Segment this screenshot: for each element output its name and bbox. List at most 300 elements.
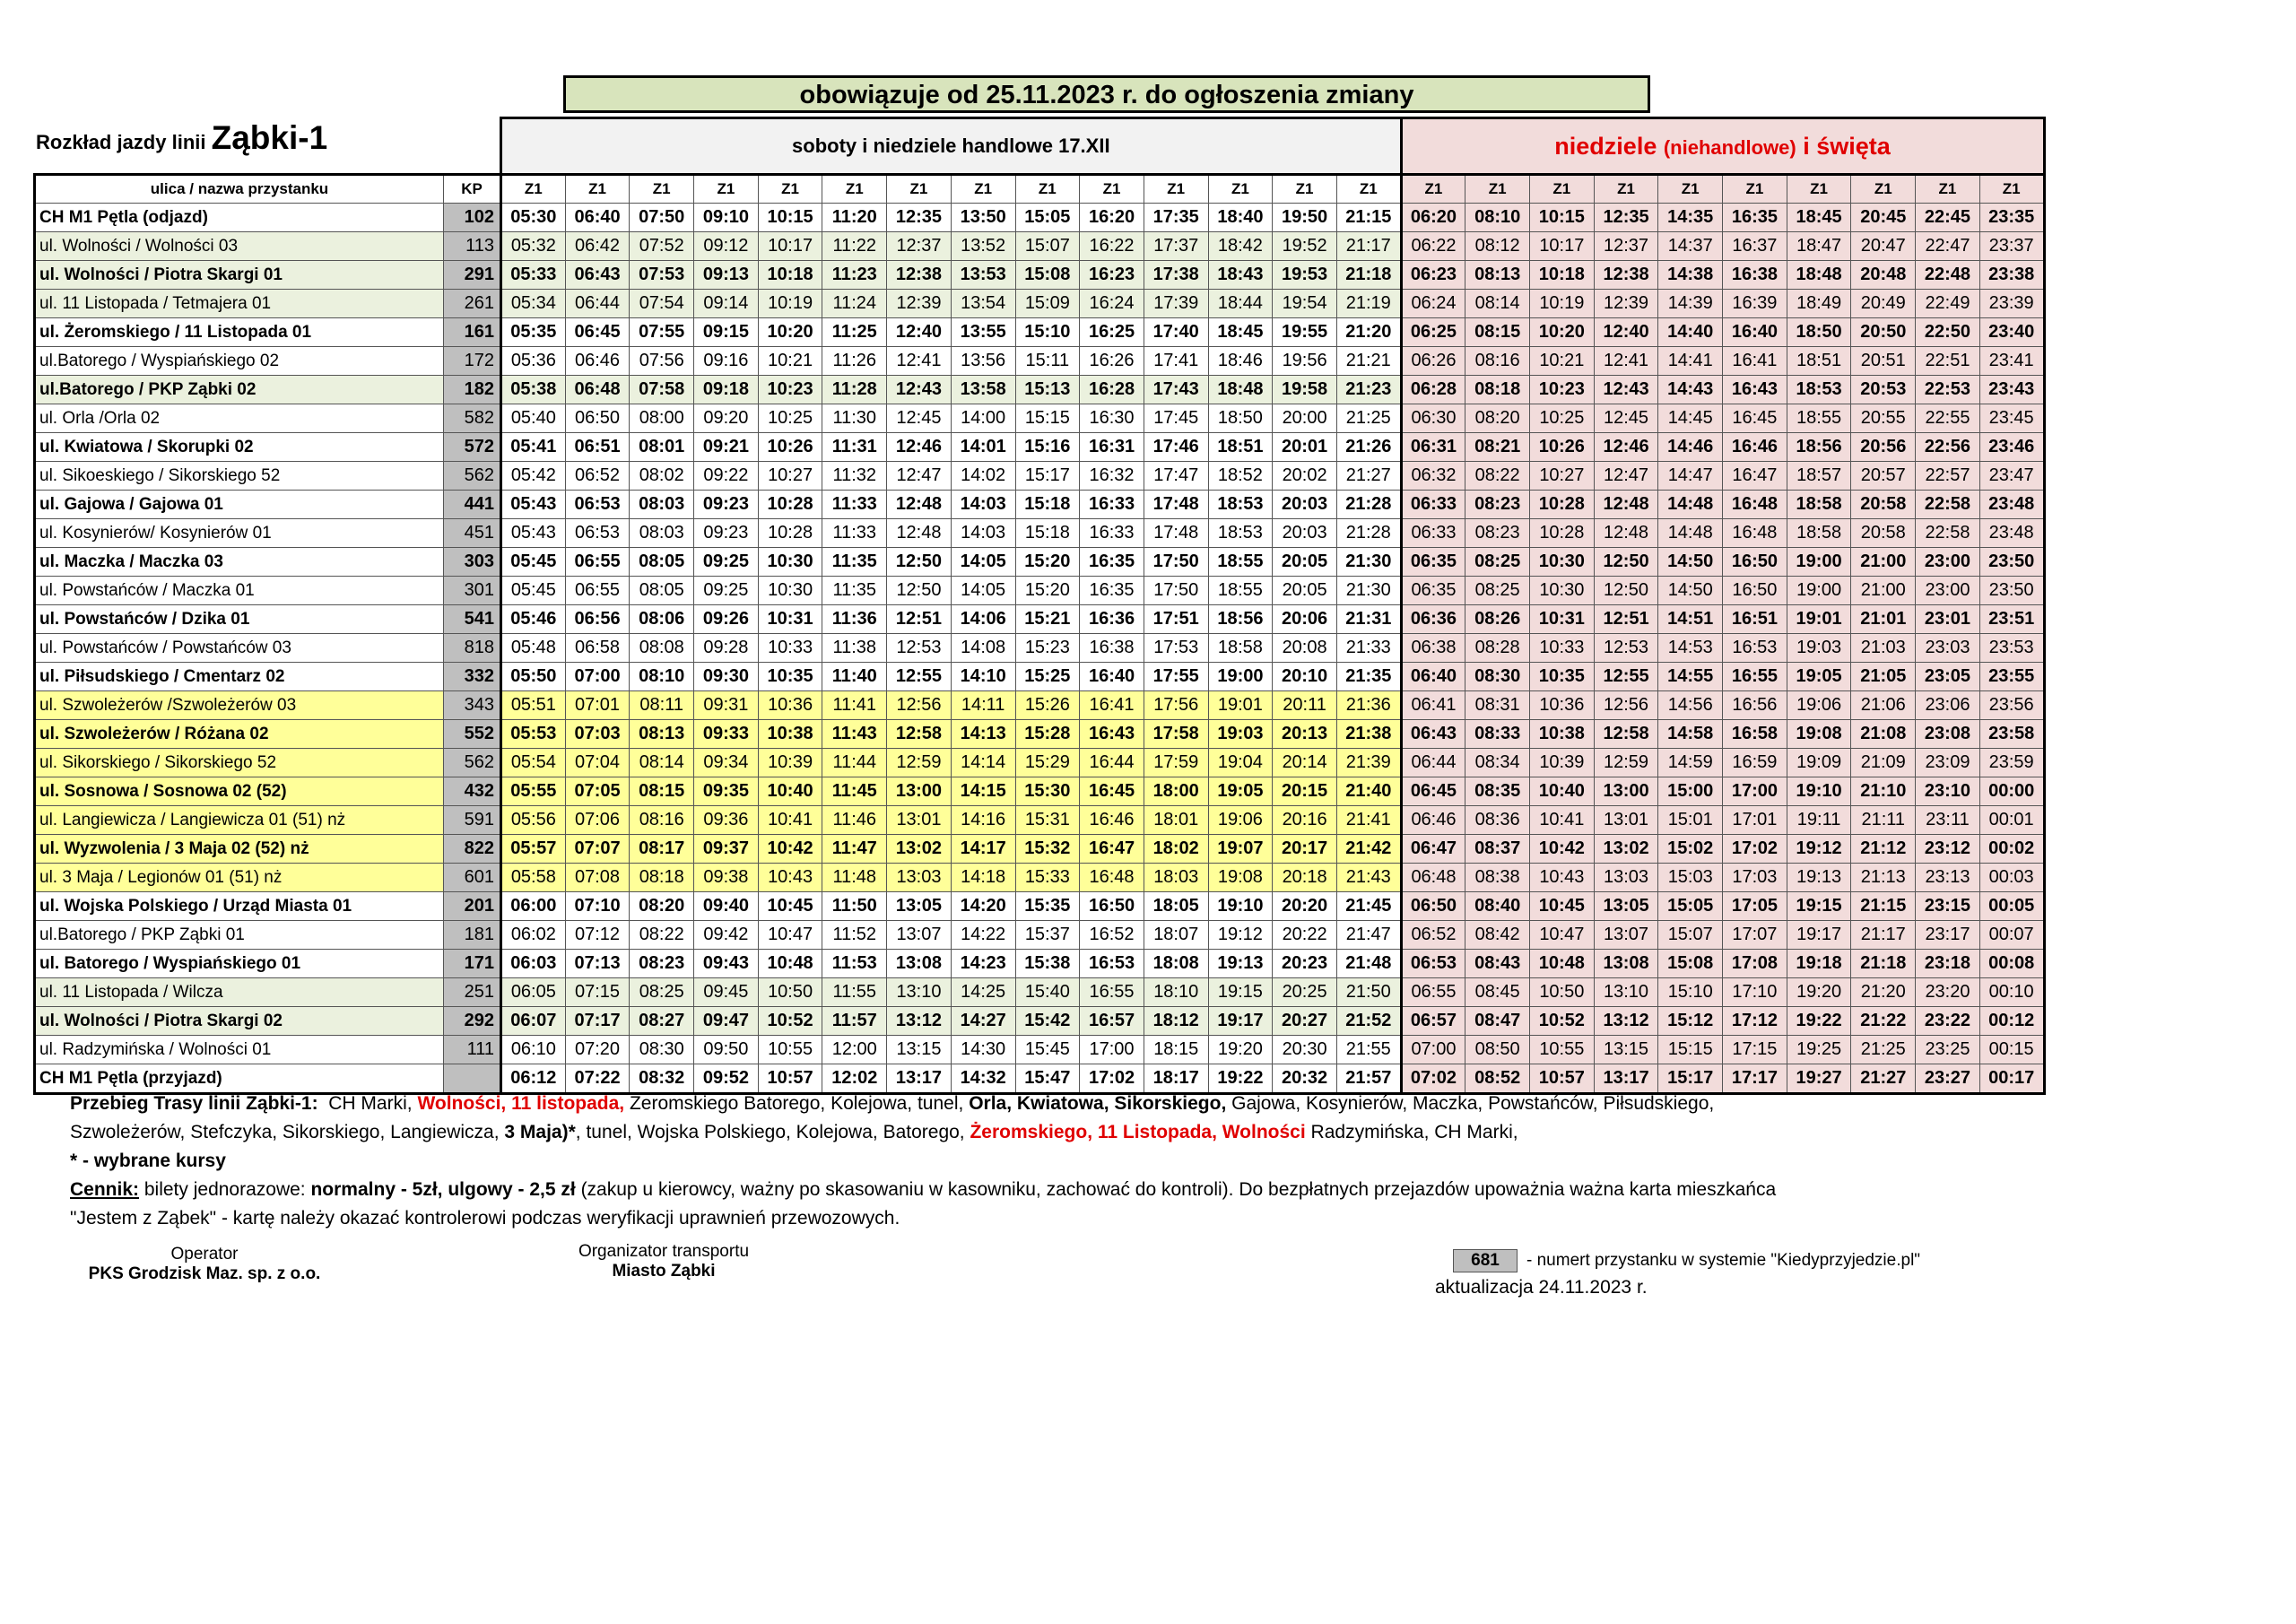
saturday-time: 17:47 [1144,462,1208,491]
sunday-time: 13:07 [1594,921,1658,950]
sunday-time: 10:38 [1530,720,1595,749]
sunday-time: 17:02 [1723,835,1787,864]
sunday-time: 22:51 [1916,347,1980,376]
sunday-time: 19:08 [1787,720,1851,749]
saturday-time: 21:20 [1336,318,1401,347]
course-header: Z1 [630,175,694,204]
stop-name: ul. Szwoleżerów / Różana 02 [35,720,444,749]
sunday-time: 23:22 [1916,1007,1980,1036]
table-row [35,376,2045,404]
saturday-time: 16:31 [1080,433,1144,462]
saturday-time: 11:50 [822,892,887,921]
saturday-time: 16:23 [1080,261,1144,290]
course-header: Z1 [1530,175,1595,204]
saturday-time: 14:02 [951,462,1015,491]
stop-name: ul.Batorego / Wyspiańskiego 02 [35,347,444,376]
course-header: Z1 [1979,175,2044,204]
saturday-time: 21:31 [1336,605,1401,634]
saturday-time: 20:00 [1273,404,1337,433]
sunday-time: 23:56 [1979,691,2044,720]
stop-kp: 292 [444,1007,501,1036]
saturday-time: 12:47 [887,462,952,491]
saturday-time: 07:20 [565,1036,630,1064]
saturday-time: 08:32 [630,1064,694,1094]
saturday-time: 19:17 [1208,1007,1273,1036]
saturday-time: 15:33 [1015,864,1080,892]
saturday-time: 15:30 [1015,777,1080,806]
sunday-time: 16:39 [1723,290,1787,318]
saturday-time: 10:17 [758,232,822,261]
sunday-time: 12:40 [1594,318,1658,347]
saturday-time: 20:01 [1273,433,1337,462]
sunday-time: 18:58 [1787,519,1851,548]
sunday-time: 14:37 [1658,232,1723,261]
stop-name: ul. Orla /Orla 02 [35,404,444,433]
sunday-time: 23:15 [1916,892,1980,921]
table-row [35,1036,2045,1064]
saturday-time: 14:30 [951,1036,1015,1064]
sunday-time: 12:56 [1594,691,1658,720]
saturday-time: 13:15 [887,1036,952,1064]
sunday-time: 15:15 [1658,1036,1723,1064]
sunday-time: 22:50 [1916,318,1980,347]
sunday-time: 23:00 [1916,577,1980,605]
saturday-time: 13:07 [887,921,952,950]
sunday-time: 22:48 [1916,261,1980,290]
sunday-time: 21:27 [1851,1064,1916,1094]
sunday-time: 21:13 [1851,864,1916,892]
saturday-time: 10:48 [758,950,822,978]
sunday-time: 08:42 [1465,921,1530,950]
stop-kp: 562 [444,462,501,491]
saturday-time: 17:55 [1144,663,1208,691]
saturday-time: 13:02 [887,835,952,864]
saturday-time: 14:06 [951,605,1015,634]
sunday-time: 18:56 [1787,433,1851,462]
saturday-time: 07:58 [630,376,694,404]
table-row [35,519,2045,548]
saturday-time: 07:05 [565,777,630,806]
sunday-time: 15:01 [1658,806,1723,835]
operator-info [70,1245,339,1284]
sunday-time: 19:12 [1787,835,1851,864]
course-header: Z1 [1336,175,1401,204]
sunday-time: 18:50 [1787,318,1851,347]
sunday-time: 17:12 [1723,1007,1787,1036]
saturday-time: 16:36 [1080,605,1144,634]
table-row [35,978,2045,1007]
saturday-time: 14:17 [951,835,1015,864]
saturday-time: 20:06 [1273,605,1337,634]
saturday-time: 14:22 [951,921,1015,950]
saturday-time: 06:50 [565,404,630,433]
table-row [35,462,2045,491]
saturday-time: 16:33 [1080,491,1144,519]
saturday-time: 08:03 [630,519,694,548]
saturday-time: 14:03 [951,519,1015,548]
saturday-time: 08:30 [630,1036,694,1064]
saturday-time: 15:18 [1015,519,1080,548]
saturday-time: 21:45 [1336,892,1401,921]
stop-kp: 181 [444,921,501,950]
table-row [35,950,2045,978]
sunday-time: 19:27 [1787,1064,1851,1094]
course-header: Z1 [1465,175,1530,204]
saturday-time: 05:46 [501,605,566,634]
saturday-time: 10:27 [758,462,822,491]
sunday-time: 18:57 [1787,462,1851,491]
sunday-time: 06:24 [1401,290,1465,318]
saturday-time: 18:40 [1208,204,1273,232]
sunday-time: 20:58 [1851,519,1916,548]
saturday-time: 21:23 [1336,376,1401,404]
saturday-time: 07:12 [565,921,630,950]
saturday-time: 08:14 [630,749,694,777]
sunday-time: 22:57 [1916,462,1980,491]
sunday-time: 10:30 [1530,548,1595,577]
saturday-time: 17:50 [1144,577,1208,605]
sunday-time: 08:40 [1465,892,1530,921]
saturday-time: 15:29 [1015,749,1080,777]
saturday-time: 16:33 [1080,519,1144,548]
sunday-time: 23:06 [1916,691,1980,720]
stop-name: ul. Wojska Polskiego / Urząd Miasta 01 [35,892,444,921]
table-row [35,864,2045,892]
sunday-time: 13:17 [1594,1064,1658,1094]
sunday-time: 20:49 [1851,290,1916,318]
sunday-time: 06:28 [1401,376,1465,404]
saturday-time: 05:33 [501,261,566,290]
sunday-time: 06:20 [1401,204,1465,232]
saturday-time: 18:45 [1208,318,1273,347]
sunday-time: 06:35 [1401,548,1465,577]
sunday-time: 12:41 [1594,347,1658,376]
saturday-time: 06:00 [501,892,566,921]
sunday-time: 21:17 [1851,921,1916,950]
saturday-time: 10:52 [758,1007,822,1036]
saturday-time: 06:46 [565,347,630,376]
saturday-time: 05:57 [501,835,566,864]
course-header: Z1 [1208,175,1273,204]
saturday-time: 18:53 [1208,491,1273,519]
sunday-time: 16:51 [1723,605,1787,634]
saturday-time: 19:58 [1273,376,1337,404]
sunday-time: 22:56 [1916,433,1980,462]
saturday-time: 06:58 [565,634,630,663]
course-header: Z1 [1723,175,1787,204]
saturday-time: 19:20 [1208,1036,1273,1064]
saturday-time: 11:33 [822,491,887,519]
sunday-time: 23:43 [1979,376,2044,404]
saturday-time: 16:38 [1080,634,1144,663]
saturday-time: 09:38 [694,864,759,892]
sunday-time: 20:50 [1851,318,1916,347]
stop-kp: 332 [444,663,501,691]
saturday-time: 16:35 [1080,548,1144,577]
sunday-time: 06:33 [1401,519,1465,548]
sunday-time: 23:46 [1979,433,2044,462]
table-row [35,347,2045,376]
saturday-time: 18:50 [1208,404,1273,433]
saturday-time: 07:00 [565,663,630,691]
saturday-time: 21:47 [1336,921,1401,950]
saturday-time: 06:05 [501,978,566,1007]
sunday-time: 16:45 [1723,404,1787,433]
stop-name: ul. Batorego / Wyspiańskiego 01 [35,950,444,978]
saturday-time: 18:55 [1208,577,1273,605]
saturday-time: 10:18 [758,261,822,290]
saturday-time: 08:16 [630,806,694,835]
saturday-time: 11:53 [822,950,887,978]
sunday-time: 20:56 [1851,433,1916,462]
sunday-time: 12:37 [1594,232,1658,261]
sunday-time: 23:09 [1916,749,1980,777]
saturday-time: 11:35 [822,577,887,605]
stop-name: ul. Wolności / Wolności 03 [35,232,444,261]
saturday-time: 07:55 [630,318,694,347]
saturday-time: 16:20 [1080,204,1144,232]
saturday-time: 08:02 [630,462,694,491]
sunday-time: 23:48 [1979,519,2044,548]
saturday-time: 10:23 [758,376,822,404]
saturday-time: 20:30 [1273,1036,1337,1064]
saturday-time: 06:48 [565,376,630,404]
saturday-time: 06:44 [565,290,630,318]
saturday-time: 05:43 [501,519,566,548]
saturday-time: 12:41 [887,347,952,376]
sunday-time: 23:39 [1979,290,2044,318]
sunday-time: 14:41 [1658,347,1723,376]
saturday-time: 15:26 [1015,691,1080,720]
saturday-time: 07:03 [565,720,630,749]
stop-name: ul. Kosynierów/ Kosynierów 01 [35,519,444,548]
saturday-time: 14:05 [951,548,1015,577]
saturday-time: 20:27 [1273,1007,1337,1036]
sunday-time: 10:26 [1530,433,1595,462]
saturday-time: 09:23 [694,519,759,548]
saturday-time: 11:55 [822,978,887,1007]
saturday-time: 21:25 [1336,404,1401,433]
saturday-time: 06:12 [501,1064,566,1094]
sunday-time: 17:10 [1723,978,1787,1007]
saturday-time: 11:41 [822,691,887,720]
table-row [35,605,2045,634]
sunday-time: 19:09 [1787,749,1851,777]
saturday-time: 21:27 [1336,462,1401,491]
saturday-time: 07:10 [565,892,630,921]
sunday-time: 15:02 [1658,835,1723,864]
saturday-time: 11:52 [822,921,887,950]
sunday-time: 12:58 [1594,720,1658,749]
sunday-time: 22:55 [1916,404,1980,433]
saturday-time: 15:25 [1015,663,1080,691]
table-row [35,232,2045,261]
sunday-time: 15:00 [1658,777,1723,806]
sunday-time: 06:25 [1401,318,1465,347]
saturday-time: 13:54 [951,290,1015,318]
sunday-time: 08:13 [1465,261,1530,290]
saturday-time: 15:31 [1015,806,1080,835]
course-header: Z1 [565,175,630,204]
sunday-time: 16:59 [1723,749,1787,777]
sunday-time: 16:55 [1723,663,1787,691]
saturday-time: 06:53 [565,491,630,519]
saturday-time: 20:25 [1273,978,1337,1007]
saturday-time: 15:13 [1015,376,1080,404]
sunday-time: 16:43 [1723,376,1787,404]
sunday-time: 16:38 [1723,261,1787,290]
saturday-time: 21:41 [1336,806,1401,835]
saturday-time: 11:46 [822,806,887,835]
saturday-time: 18:51 [1208,433,1273,462]
saturday-time: 09:12 [694,232,759,261]
sunday-time: 16:50 [1723,577,1787,605]
course-header: Z1 [501,175,566,204]
saturday-time: 12:56 [887,691,952,720]
sunday-time: 21:18 [1851,950,1916,978]
saturday-time: 06:10 [501,1036,566,1064]
sunday-time: 08:37 [1465,835,1530,864]
table-row [35,290,2045,318]
saturday-time: 09:36 [694,806,759,835]
sunday-time: 12:48 [1594,519,1658,548]
saturday-time: 15:42 [1015,1007,1080,1036]
saturday-time: 18:03 [1144,864,1208,892]
sunday-time: 23:35 [1979,204,2044,232]
sunday-time: 22:45 [1916,204,1980,232]
sunday-time: 10:55 [1530,1036,1595,1064]
sunday-time: 23:53 [1979,634,2044,663]
course-header: Z1 [887,175,952,204]
sunday-time: 06:47 [1401,835,1465,864]
sunday-time: 21:01 [1851,605,1916,634]
sunday-time: 13:00 [1594,777,1658,806]
table-row [35,663,2045,691]
sunday-time: 17:08 [1723,950,1787,978]
saturday-time: 09:28 [694,634,759,663]
sunday-time: 10:50 [1530,978,1595,1007]
stop-name: ul. 11 Listopada / Wilcza [35,978,444,1007]
stop-kp: 552 [444,720,501,749]
sunday-time: 18:48 [1787,261,1851,290]
course-header: Z1 [1144,175,1208,204]
saturday-time: 14:14 [951,749,1015,777]
sunday-time: 10:45 [1530,892,1595,921]
saturday-time: 11:57 [822,1007,887,1036]
sunday-time: 10:52 [1530,1007,1595,1036]
saturday-time: 21:52 [1336,1007,1401,1036]
saturday-time: 09:31 [694,691,759,720]
saturday-time: 08:00 [630,404,694,433]
sunday-time: 21:12 [1851,835,1916,864]
sunday-time: 23:13 [1916,864,1980,892]
stop-name: ul.Batorego / PKP Ząbki 01 [35,921,444,950]
sunday-time: 17:05 [1723,892,1787,921]
saturday-time: 08:05 [630,548,694,577]
sunday-time: 17:15 [1723,1036,1787,1064]
saturday-time: 05:38 [501,376,566,404]
sunday-time: 21:25 [1851,1036,1916,1064]
saturday-time: 14:23 [951,950,1015,978]
saturday-time: 12:38 [887,261,952,290]
table-row [35,261,2045,290]
sunday-time: 12:53 [1594,634,1658,663]
saturday-time: 14:13 [951,720,1015,749]
sunday-time: 08:30 [1465,663,1530,691]
saturday-time: 12:55 [887,663,952,691]
sunday-time: 19:00 [1787,577,1851,605]
saturday-time: 13:17 [887,1064,952,1094]
saturday-time: 12:50 [887,548,952,577]
stop-name: ul. Radzymińska / Wolności 01 [35,1036,444,1064]
saturday-time: 11:28 [822,376,887,404]
sunday-time: 20:58 [1851,491,1916,519]
timetable [33,117,2046,1095]
kp-legend-text: - numert przystanku w systemie "Kiedyprzyjedzie.pl" [1526,1251,1921,1270]
sunday-time: 00:03 [1979,864,2044,892]
saturday-time: 11:45 [822,777,887,806]
sunday-time: 16:41 [1723,347,1787,376]
sunday-time: 19:10 [1787,777,1851,806]
sunday-time: 16:35 [1723,204,1787,232]
sunday-time: 00:15 [1979,1036,2044,1064]
saturday-time: 07:15 [565,978,630,1007]
kp-legend [1453,1249,1920,1272]
saturday-time: 09:25 [694,548,759,577]
stop-kp: 161 [444,318,501,347]
course-header: Z1 [1080,175,1144,204]
sunday-time: 20:51 [1851,347,1916,376]
sunday-time: 13:10 [1594,978,1658,1007]
sunday-time: 06:44 [1401,749,1465,777]
saturday-time: 06:52 [565,462,630,491]
sunday-time: 08:10 [1465,204,1530,232]
saturday-time: 15:15 [1015,404,1080,433]
saturday-time: 09:37 [694,835,759,864]
title-prefix: Rozkład jazdy linii [36,131,206,153]
sunday-time: 13:12 [1594,1007,1658,1036]
saturday-time: 21:19 [1336,290,1401,318]
sunday-time: 14:50 [1658,577,1723,605]
saturday-time: 20:22 [1273,921,1337,950]
sunday-time: 06:32 [1401,462,1465,491]
saturday-time: 14:20 [951,892,1015,921]
saturday-time: 20:20 [1273,892,1337,921]
saturday-time: 21:57 [1336,1064,1401,1094]
sunday-time: 08:35 [1465,777,1530,806]
saturday-time: 13:50 [951,204,1015,232]
stop-name: ul. Piłsudskiego / Cmentarz 02 [35,663,444,691]
saturday-time: 20:02 [1273,462,1337,491]
saturday-time: 09:13 [694,261,759,290]
sunday-time: 00:10 [1979,978,2044,1007]
saturday-time: 21:17 [1336,232,1401,261]
saturday-time: 11:30 [822,404,887,433]
stop-name: CH M1 Pętla (odjazd) [35,204,444,232]
table-row [35,204,2045,232]
sunday-time: 23:25 [1916,1036,1980,1064]
sunday-time: 23:47 [1979,462,2044,491]
sunday-time: 18:45 [1787,204,1851,232]
saturday-time: 09:21 [694,433,759,462]
stop-kp: 582 [444,404,501,433]
saturday-time: 15:20 [1015,577,1080,605]
course-header: Z1 [758,175,822,204]
saturday-time: 05:55 [501,777,566,806]
table-row [35,433,2045,462]
sunday-time: 13:03 [1594,864,1658,892]
saturday-time: 13:10 [887,978,952,1007]
